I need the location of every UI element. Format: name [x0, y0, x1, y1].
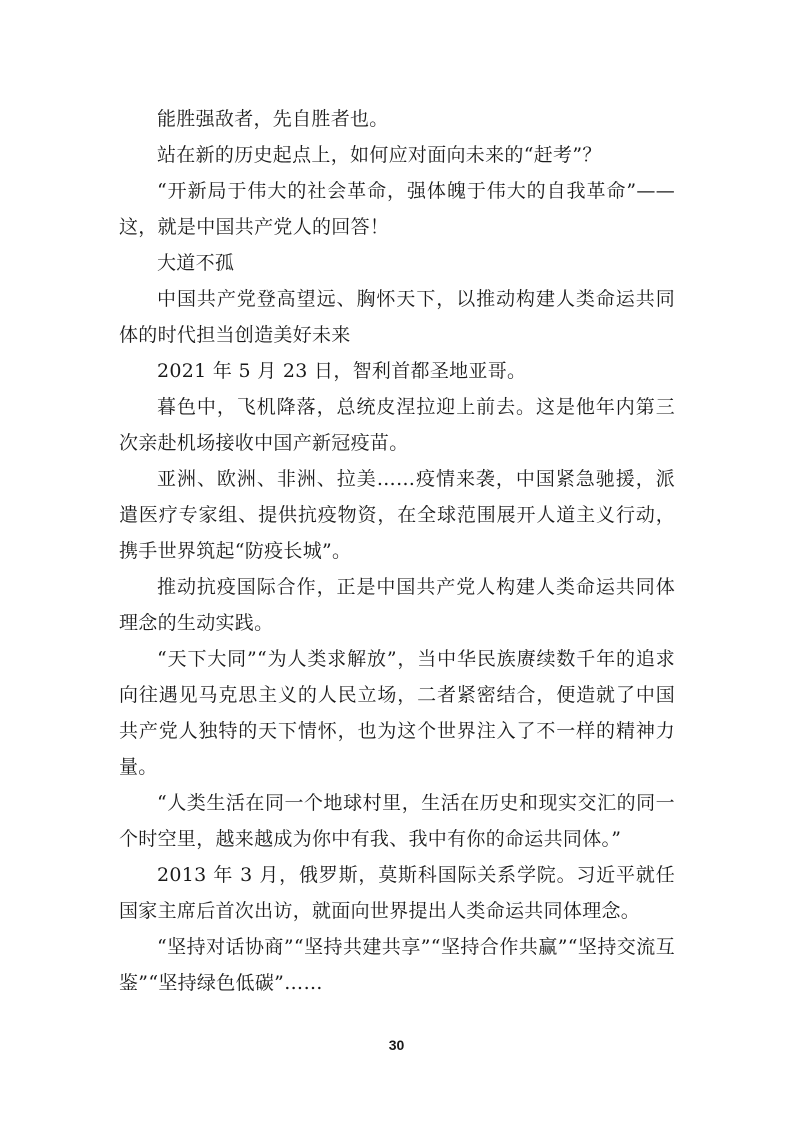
section-heading: 大道不孤	[157, 252, 235, 274]
section-subheading: 中国共产党登高望远、胸怀天下，以推动构建人类命运共同体的时代担当创造美好未来	[119, 288, 675, 346]
paragraph: “开新局于伟大的社会革命，强体魄于伟大的自我革命”——这，就是中国共产党人的回答！	[119, 180, 675, 238]
paragraph: 2013 年 3 月，俄罗斯，莫斯科国际关系学院。习近平就任国家主席后首次出访，就面向世界提出人类命运共同体理念。	[119, 864, 675, 922]
page-number: 30	[388, 1037, 405, 1053]
paragraph: “天下大同”“为人类求解放”，当中华民族赓续数千年的追求向往遇见马克思主义的人民立场，二者紧密结合，便造就了中国共产党人独特的天下情怀，也为这个世界注入了不一样的精神力量。	[119, 648, 675, 778]
paragraph: “坚持对话协商”“坚持共建共享”“坚持合作共赢”“坚持交流互鉴”“坚持绿色低碳”……	[119, 936, 675, 994]
paragraph: “人类生活在同一个地球村里，生活在历史和现实交汇的同一个时空里，越来越成为你中有我、我中有你的命运共同体。”	[119, 792, 675, 850]
paragraph: 2021 年 5 月 23 日，智利首都圣地亚哥。	[157, 360, 527, 382]
paragraph: 推动抗疫国际合作，正是中国共产党人构建人类命运共同体理念的生动实践。	[119, 576, 675, 634]
paragraph: 站在新的历史起点上，如何应对面向未来的“赶考”？	[157, 144, 602, 166]
paragraph: 亚洲、欧洲、非洲、拉美……疫情来袭，中国紧急驰援，派遣医疗专家组、提供抗疫物资，在全球范围展开人道主义行动，携手世界筑起“防疫长城”。	[119, 468, 675, 562]
page-body	[119, 101, 675, 1001]
paragraph: 能胜强敌者，先自胜者也。	[157, 108, 389, 130]
paragraph: 暮色中，飞机降落，总统皮涅拉迎上前去。这是他年内第三次亲赴机场接收中国产新冠疫苗。	[119, 396, 675, 454]
